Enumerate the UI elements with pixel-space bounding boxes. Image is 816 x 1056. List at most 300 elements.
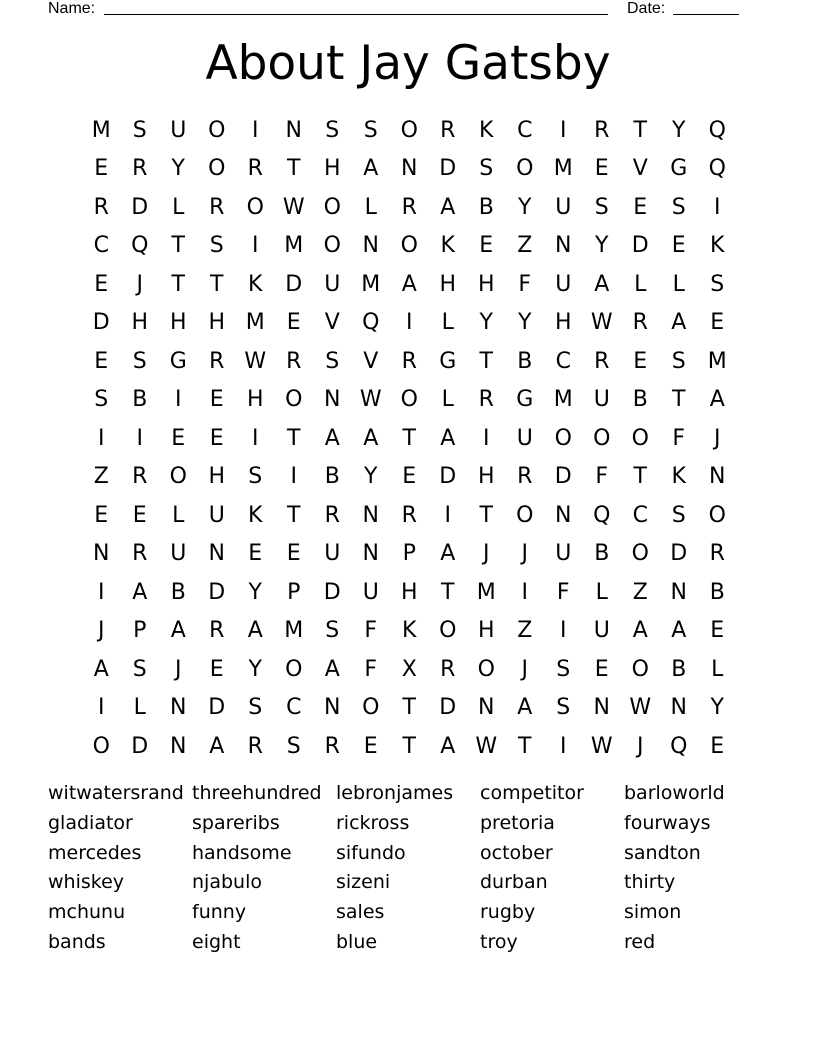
- word-list-item: durban: [480, 871, 548, 894]
- grid-letter: B: [594, 541, 610, 567]
- grid-letter: Y: [518, 310, 532, 336]
- grid-letter: E: [94, 271, 109, 297]
- grid-letter: L: [172, 502, 185, 528]
- grid-letter: A: [247, 618, 263, 644]
- grid-letter: I: [98, 425, 105, 451]
- grid-letter: A: [632, 618, 648, 644]
- word-list-item: witwatersrand: [48, 782, 184, 804]
- grid-letter: O: [631, 656, 649, 682]
- grid-letter: N: [93, 541, 110, 567]
- grid-letter: B: [132, 387, 148, 413]
- grid-letter: Y: [479, 310, 493, 336]
- grid-letter: W: [590, 733, 613, 759]
- grid-letter: I: [252, 425, 259, 451]
- grid-letter: T: [518, 733, 532, 759]
- grid-letter: D: [670, 541, 688, 567]
- grid-letter: H: [208, 464, 226, 490]
- grid-letter: R: [93, 194, 109, 220]
- grid-letter: T: [633, 117, 647, 143]
- grid-letter: L: [441, 310, 454, 336]
- grid-letter: U: [555, 271, 572, 297]
- grid-letter: G: [670, 156, 688, 182]
- grid-letter: R: [132, 156, 148, 182]
- grid-letter: Y: [364, 464, 378, 490]
- grid-letter: F: [556, 579, 570, 605]
- grid-letter: D: [554, 464, 572, 490]
- grid-letter: N: [709, 464, 726, 490]
- grid-letter: H: [246, 387, 264, 413]
- grid-letter: J: [98, 618, 105, 644]
- grid-letter: D: [285, 271, 303, 297]
- grid-letter: B: [517, 348, 533, 374]
- grid-letter: T: [402, 733, 416, 759]
- grid-letter: E: [286, 541, 301, 567]
- grid-letter: K: [248, 271, 263, 297]
- grid-letter: O: [208, 117, 226, 143]
- grid-letter: H: [169, 310, 187, 336]
- grid-letter: F: [672, 425, 686, 451]
- grid-letter: C: [93, 233, 109, 259]
- grid-letter: O: [169, 464, 187, 490]
- grid-letter: W: [282, 194, 305, 220]
- grid-letter: O: [708, 502, 726, 528]
- grid-letter: U: [555, 541, 572, 567]
- grid-letter: D: [439, 464, 457, 490]
- grid-letter: S: [556, 656, 571, 682]
- word-list-item: njabulo: [192, 871, 262, 894]
- grid-letter: J: [637, 733, 644, 759]
- grid-letter: Y: [248, 579, 262, 605]
- grid-letter: C: [517, 117, 533, 143]
- grid-letter: E: [286, 310, 301, 336]
- grid-letter: O: [323, 233, 341, 259]
- grid-letter: F: [364, 618, 378, 644]
- grid-letter: I: [290, 464, 297, 490]
- grid-letter: S: [363, 117, 378, 143]
- word-list-item: eight: [192, 930, 241, 953]
- grid-letter: D: [439, 156, 457, 182]
- grid-letter: E: [633, 348, 648, 374]
- grid-letter: L: [172, 194, 185, 220]
- grid-letter: N: [324, 695, 341, 721]
- grid-letter: L: [364, 194, 377, 220]
- grid-letter: U: [516, 425, 533, 451]
- word-list-item: rugby: [480, 901, 536, 924]
- grid-letter: H: [323, 156, 341, 182]
- grid-letter: C: [286, 695, 302, 721]
- word-list-item: sifundo: [336, 841, 406, 864]
- grid-letter: U: [170, 117, 187, 143]
- grid-letter: U: [593, 387, 610, 413]
- grid-letter: O: [285, 387, 303, 413]
- word-list-item: mercedes: [48, 841, 142, 864]
- grid-letter: E: [479, 233, 494, 259]
- grid-letter: L: [133, 695, 146, 721]
- grid-letter: J: [483, 541, 490, 567]
- grid-letter: E: [671, 233, 686, 259]
- grid-letter: R: [440, 117, 456, 143]
- grid-letter: S: [710, 271, 725, 297]
- grid-letter: E: [94, 156, 109, 182]
- grid-letter: I: [714, 194, 721, 220]
- grid-letter: R: [440, 656, 456, 682]
- word-list-item: gladiator: [48, 811, 133, 834]
- grid-letter: E: [594, 156, 609, 182]
- grid-letter: E: [132, 502, 147, 528]
- grid-letter: M: [245, 310, 265, 336]
- grid-letter: P: [287, 579, 301, 605]
- grid-letter: Z: [517, 618, 533, 644]
- grid-letter: S: [132, 656, 147, 682]
- grid-letter: K: [402, 618, 417, 644]
- date-label: Date:: [627, 0, 666, 17]
- grid-letter: E: [633, 194, 648, 220]
- grid-letter: T: [441, 579, 455, 605]
- grid-letter: E: [402, 464, 417, 490]
- grid-letter: O: [323, 194, 341, 220]
- word-list-item: spareribs: [192, 811, 280, 834]
- word-list-item: competitor: [480, 782, 584, 804]
- name-blank-line[interactable]: [104, 14, 608, 15]
- grid-letter: V: [324, 310, 340, 336]
- grid-letter: O: [400, 117, 418, 143]
- grid-letter: I: [136, 425, 143, 451]
- grid-letter: H: [477, 271, 495, 297]
- grid-letter: A: [440, 541, 456, 567]
- grid-letter: R: [401, 348, 417, 374]
- grid-letter: E: [94, 348, 109, 374]
- grid-letter: S: [671, 348, 686, 374]
- grid-letter: S: [594, 194, 609, 220]
- word-list-item: funny: [192, 901, 247, 924]
- grid-letter: Z: [632, 579, 648, 605]
- grid-letter: M: [361, 271, 381, 297]
- grid-letter: M: [707, 348, 727, 374]
- grid-letter: W: [359, 387, 382, 413]
- grid-letter: R: [401, 502, 417, 528]
- grid-letter: H: [477, 618, 495, 644]
- grid-letter: O: [92, 733, 110, 759]
- grid-letter: R: [709, 541, 725, 567]
- grid-letter: A: [709, 387, 725, 413]
- grid-letter: I: [560, 618, 567, 644]
- grid-letter: I: [98, 579, 105, 605]
- grid-letter: E: [710, 618, 725, 644]
- grid-letter: I: [406, 310, 413, 336]
- grid-letter: N: [362, 541, 379, 567]
- grid-letter: R: [324, 733, 340, 759]
- grid-letter: R: [324, 502, 340, 528]
- grid-letter: O: [631, 541, 649, 567]
- grid-letter: S: [325, 348, 340, 374]
- grid-letter: N: [555, 502, 572, 528]
- grid-letter: S: [132, 348, 147, 374]
- grid-letter: Q: [670, 733, 688, 759]
- grid-letter: U: [555, 194, 572, 220]
- grid-letter: D: [208, 579, 226, 605]
- grid-letter: S: [325, 117, 340, 143]
- grid-letter: L: [672, 271, 685, 297]
- grid-letter: N: [208, 541, 225, 567]
- grid-letter: N: [170, 695, 187, 721]
- grid-letter: T: [402, 425, 416, 451]
- grid-letter: N: [593, 695, 610, 721]
- grid-letter: Y: [595, 233, 609, 259]
- grid-letter: R: [209, 618, 225, 644]
- word-list-item: mchunu: [48, 901, 126, 924]
- grid-letter: Q: [593, 502, 611, 528]
- grid-letter: H: [208, 310, 226, 336]
- grid-letter: B: [170, 579, 186, 605]
- word-list-item: thirty: [624, 871, 676, 894]
- grid-letter: S: [325, 618, 340, 644]
- word-list-item: troy: [480, 930, 518, 953]
- grid-letter: P: [402, 541, 416, 567]
- grid-letter: N: [285, 117, 302, 143]
- grid-letter: I: [175, 387, 182, 413]
- grid-letter: V: [363, 348, 379, 374]
- grid-letter: N: [670, 579, 687, 605]
- grid-letter: J: [136, 271, 143, 297]
- grid-letter: U: [362, 579, 379, 605]
- grid-letter: I: [560, 117, 567, 143]
- grid-letter: N: [478, 695, 495, 721]
- grid-letter: A: [209, 733, 225, 759]
- grid-letter: A: [324, 656, 340, 682]
- grid-letter: J: [175, 656, 182, 682]
- grid-letter: S: [556, 695, 571, 721]
- grid-letter: N: [555, 233, 572, 259]
- grid-letter: E: [363, 733, 378, 759]
- grid-letter: T: [287, 425, 301, 451]
- grid-letter: V: [632, 156, 648, 182]
- grid-letter: A: [671, 618, 687, 644]
- grid-letter: R: [594, 348, 610, 374]
- word-list-item: bands: [48, 930, 106, 953]
- grid-letter: E: [248, 541, 263, 567]
- word-list-item: blue: [336, 930, 378, 953]
- grid-letter: T: [479, 348, 493, 374]
- grid-letter: U: [208, 502, 225, 528]
- grid-letter: L: [711, 656, 724, 682]
- grid-letter: L: [595, 579, 608, 605]
- grid-letter: O: [246, 194, 264, 220]
- grid-letter: Y: [518, 194, 532, 220]
- word-list-item: sales: [336, 901, 385, 924]
- grid-letter: A: [324, 425, 340, 451]
- grid-letter: N: [670, 695, 687, 721]
- grid-letter: J: [521, 541, 528, 567]
- grid-letter: B: [478, 194, 494, 220]
- grid-letter: T: [479, 502, 493, 528]
- grid-letter: R: [632, 310, 648, 336]
- grid-letter: R: [209, 348, 225, 374]
- grid-letter: I: [560, 733, 567, 759]
- grid-letter: T: [287, 502, 301, 528]
- date-blank-line[interactable]: [673, 14, 739, 15]
- grid-letter: O: [631, 425, 649, 451]
- grid-letter: M: [91, 117, 111, 143]
- grid-letter: O: [593, 425, 611, 451]
- grid-letter: O: [516, 156, 534, 182]
- grid-letter: E: [594, 656, 609, 682]
- grid-letter: M: [284, 618, 304, 644]
- grid-letter: K: [440, 233, 455, 259]
- grid-letter: E: [94, 502, 109, 528]
- grid-letter: T: [287, 156, 301, 182]
- grid-letter: Q: [131, 233, 149, 259]
- grid-letter: S: [671, 502, 686, 528]
- grid-letter: R: [132, 464, 148, 490]
- grid-letter: F: [518, 271, 532, 297]
- grid-letter: A: [132, 579, 148, 605]
- grid-letter: O: [285, 656, 303, 682]
- grid-letter: I: [252, 117, 259, 143]
- grid-letter: D: [439, 695, 457, 721]
- grid-letter: D: [631, 233, 649, 259]
- grid-letter: G: [169, 348, 187, 374]
- grid-letter: J: [714, 425, 721, 451]
- grid-letter: A: [93, 656, 109, 682]
- word-list-item: pretoria: [480, 811, 555, 834]
- grid-letter: R: [247, 156, 263, 182]
- grid-letter: G: [439, 348, 457, 374]
- grid-letter: W: [244, 348, 267, 374]
- grid-letter: Q: [708, 156, 726, 182]
- grid-letter: D: [208, 695, 226, 721]
- grid-letter: R: [478, 387, 494, 413]
- grid-letter: S: [671, 194, 686, 220]
- grid-letter: I: [252, 233, 259, 259]
- word-list-item: october: [480, 841, 553, 864]
- grid-letter: S: [209, 233, 224, 259]
- grid-letter: Y: [171, 156, 185, 182]
- grid-letter: T: [402, 695, 416, 721]
- grid-letter: T: [210, 271, 224, 297]
- grid-letter: O: [516, 502, 534, 528]
- word-list-item: simon: [624, 901, 682, 924]
- grid-letter: S: [286, 733, 301, 759]
- grid-letter: O: [400, 233, 418, 259]
- grid-letter: A: [440, 425, 456, 451]
- grid-letter: H: [131, 310, 149, 336]
- word-list-item: threehundred: [192, 782, 322, 804]
- grid-letter: N: [170, 733, 187, 759]
- grid-letter: T: [171, 233, 185, 259]
- grid-letter: Q: [362, 310, 380, 336]
- grid-letter: R: [594, 117, 610, 143]
- grid-letter: S: [479, 156, 494, 182]
- grid-letter: O: [554, 425, 572, 451]
- grid-letter: C: [632, 502, 648, 528]
- grid-letter: N: [401, 156, 418, 182]
- grid-letter: E: [209, 425, 224, 451]
- grid-letter: A: [363, 425, 379, 451]
- grid-letter: N: [324, 387, 341, 413]
- grid-letter: A: [401, 271, 417, 297]
- grid-letter: A: [594, 271, 610, 297]
- word-list-item: sandton: [624, 841, 701, 864]
- grid-letter: Y: [710, 695, 724, 721]
- grid-letter: O: [362, 695, 380, 721]
- grid-letter: K: [479, 117, 494, 143]
- grid-letter: U: [324, 541, 341, 567]
- grid-letter: R: [209, 194, 225, 220]
- grid-letter: A: [671, 310, 687, 336]
- grid-letter: R: [517, 464, 533, 490]
- grid-letter: I: [483, 425, 490, 451]
- page-title: About Jay Gatsby: [205, 36, 611, 91]
- grid-letter: A: [517, 695, 533, 721]
- grid-letter: K: [248, 502, 263, 528]
- grid-letter: F: [364, 656, 378, 682]
- grid-letter: C: [555, 348, 571, 374]
- grid-letter: O: [208, 156, 226, 182]
- grid-letter: T: [633, 464, 647, 490]
- grid-letter: U: [324, 271, 341, 297]
- grid-letter: K: [671, 464, 686, 490]
- grid-letter: L: [441, 387, 454, 413]
- grid-letter: R: [286, 348, 302, 374]
- grid-letter: W: [475, 733, 498, 759]
- word-list-item: whiskey: [48, 871, 125, 894]
- grid-letter: A: [170, 618, 186, 644]
- grid-letter: Y: [672, 117, 686, 143]
- grid-letter: S: [132, 117, 147, 143]
- grid-letter: E: [209, 387, 224, 413]
- grid-letter: E: [710, 310, 725, 336]
- grid-letter: N: [362, 233, 379, 259]
- grid-letter: M: [284, 233, 304, 259]
- grid-letter: H: [439, 271, 457, 297]
- grid-letter: I: [521, 579, 528, 605]
- grid-letter: Q: [708, 117, 726, 143]
- grid-letter: Y: [248, 656, 262, 682]
- grid-letter: W: [590, 310, 613, 336]
- grid-letter: W: [629, 695, 652, 721]
- grid-letter: S: [94, 387, 109, 413]
- letter-grid: [82, 111, 737, 766]
- word-list: [48, 779, 768, 958]
- grid-letter: H: [554, 310, 572, 336]
- word-list-item: fourways: [624, 811, 711, 834]
- grid-letter: A: [440, 733, 456, 759]
- grid-letter: M: [553, 387, 573, 413]
- grid-letter: I: [444, 502, 451, 528]
- grid-letter: S: [248, 695, 263, 721]
- grid-letter: D: [131, 733, 149, 759]
- grid-letter: D: [323, 579, 341, 605]
- grid-letter: J: [521, 656, 528, 682]
- grid-letter: M: [553, 156, 573, 182]
- grid-letter: R: [132, 541, 148, 567]
- grid-letter: F: [595, 464, 609, 490]
- grid-letter: T: [672, 387, 686, 413]
- grid-letter: H: [400, 579, 418, 605]
- grid-letter: I: [98, 695, 105, 721]
- grid-letter: O: [477, 656, 495, 682]
- grid-letter: L: [634, 271, 647, 297]
- grid-letter: M: [476, 579, 496, 605]
- grid-letter: E: [710, 733, 725, 759]
- grid-letter: A: [440, 194, 456, 220]
- grid-letter: Z: [93, 464, 109, 490]
- grid-letter: T: [171, 271, 185, 297]
- grid-letter: G: [516, 387, 534, 413]
- header: [48, 0, 768, 20]
- grid-letter: B: [632, 387, 648, 413]
- grid-letter: B: [324, 464, 340, 490]
